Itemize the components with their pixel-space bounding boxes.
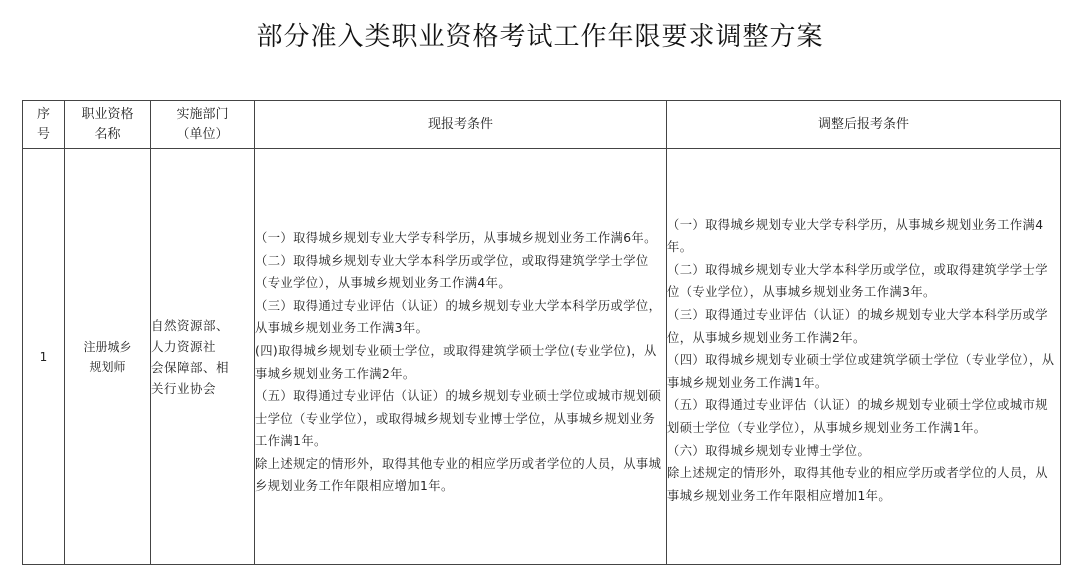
qualification-line-1: 注册城乡 xyxy=(83,339,132,354)
current-condition-4: (四)取得城乡规划专业硕士学位，或取得建筑学硕士学位(专业学位)，从事城乡规划业务工作满2年。 xyxy=(255,343,657,381)
header-dept-line-1: 实施部门 xyxy=(176,106,229,122)
qualification-line-2: 规划师 xyxy=(89,359,126,374)
adjusted-condition-6: （六）取得城乡规划专业博士学位。 xyxy=(667,443,871,458)
adjusted-condition-5: （五）取得通过专业评估（认证）的城乡规划专业硕士学位或城市规划硕士学位（专业学位），从事城乡规划业务工作满1年。 xyxy=(667,398,1048,435)
cell-current-conditions xyxy=(255,149,667,565)
header-no-line-2: 号 xyxy=(36,126,50,142)
cell-adjusted-conditions xyxy=(667,149,1061,565)
current-condition-2: （二）取得城乡规划专业大学本科学历或学位，或取得建筑学学士学位（专业学位），从事城乡规划业务工作满4年。 xyxy=(255,253,649,291)
header-qualification-line-2: 名称 xyxy=(94,126,121,142)
header-dept-line-2: （单位） xyxy=(176,126,229,142)
cell-qualification xyxy=(65,149,151,565)
header-qualification xyxy=(65,101,151,149)
header-no xyxy=(23,101,65,149)
table-row xyxy=(23,149,1061,565)
page-title: 部分准入类职业资格考试工作年限要求调整方案 xyxy=(256,22,824,52)
header-qualification-line-1: 职业资格 xyxy=(81,106,134,122)
header-adjusted-conditions: 调整后报考条件 xyxy=(667,101,1061,149)
adjusted-condition-4: （四）取得城乡规划专业硕士学位或建筑学硕士学位（专业学位），从事城乡规划业务工作满1年。 xyxy=(667,353,1055,390)
header-current-conditions: 现报考条件 xyxy=(255,101,667,149)
current-condition-5: （五）取得通过专业评估（认证）的城乡规划专业硕士学位或城市规划硕士学位（专业学位），或取得城乡规划专业博士学位，从事城乡规划业务工作满1年。 xyxy=(255,389,662,449)
cell-dept xyxy=(151,149,255,565)
dept-line-2: 人力资源社 xyxy=(151,338,217,354)
adjusted-condition-1: （一）取得城乡规划专业大学专科学历，从事城乡规划业务工作满4年。 xyxy=(667,217,1044,255)
cell-no: 1 xyxy=(23,149,65,565)
header-no-line-1: 序 xyxy=(36,106,50,122)
adjusted-condition-3: （三）取得通过专业评估（认证）的城乡规划专业大学本科学历或学位，从事城乡规划业务工作满2年。 xyxy=(667,308,1048,345)
adjusted-condition-2: （二）取得城乡规划专业大学本科学历或学位，或取得建筑学学士学位（专业学位），从事城乡规划业务工作满3年。 xyxy=(667,262,1048,300)
current-condition-1: （一）取得城乡规划专业大学专科学历，从事城乡规划业务工作满6年。 xyxy=(255,230,657,245)
header-dept xyxy=(151,101,255,149)
current-condition-3: （三）取得通过专业评估（认证）的城乡规划专业大学本科学历或学位，从事城乡规划业务工作满3年。 xyxy=(255,298,662,336)
adjusted-condition-note: 除上述规定的情形外，取得其他专业的相应学历或者学位的人员，从事城乡规划业务工作年限相应增加1年。 xyxy=(667,466,1048,503)
dept-line-3: 会保障部、相 xyxy=(151,359,230,375)
table-header-row xyxy=(23,101,1061,149)
dept-line-1: 自然资源部、 xyxy=(151,317,230,333)
dept-line-4: 关行业协会 xyxy=(151,380,217,396)
current-condition-note: 除上述规定的情形外，取得其他专业的相应学历或者学位的人员，从事城乡规划业务工作年限相应增加1年。 xyxy=(255,456,662,494)
qualification-table xyxy=(22,100,1061,565)
